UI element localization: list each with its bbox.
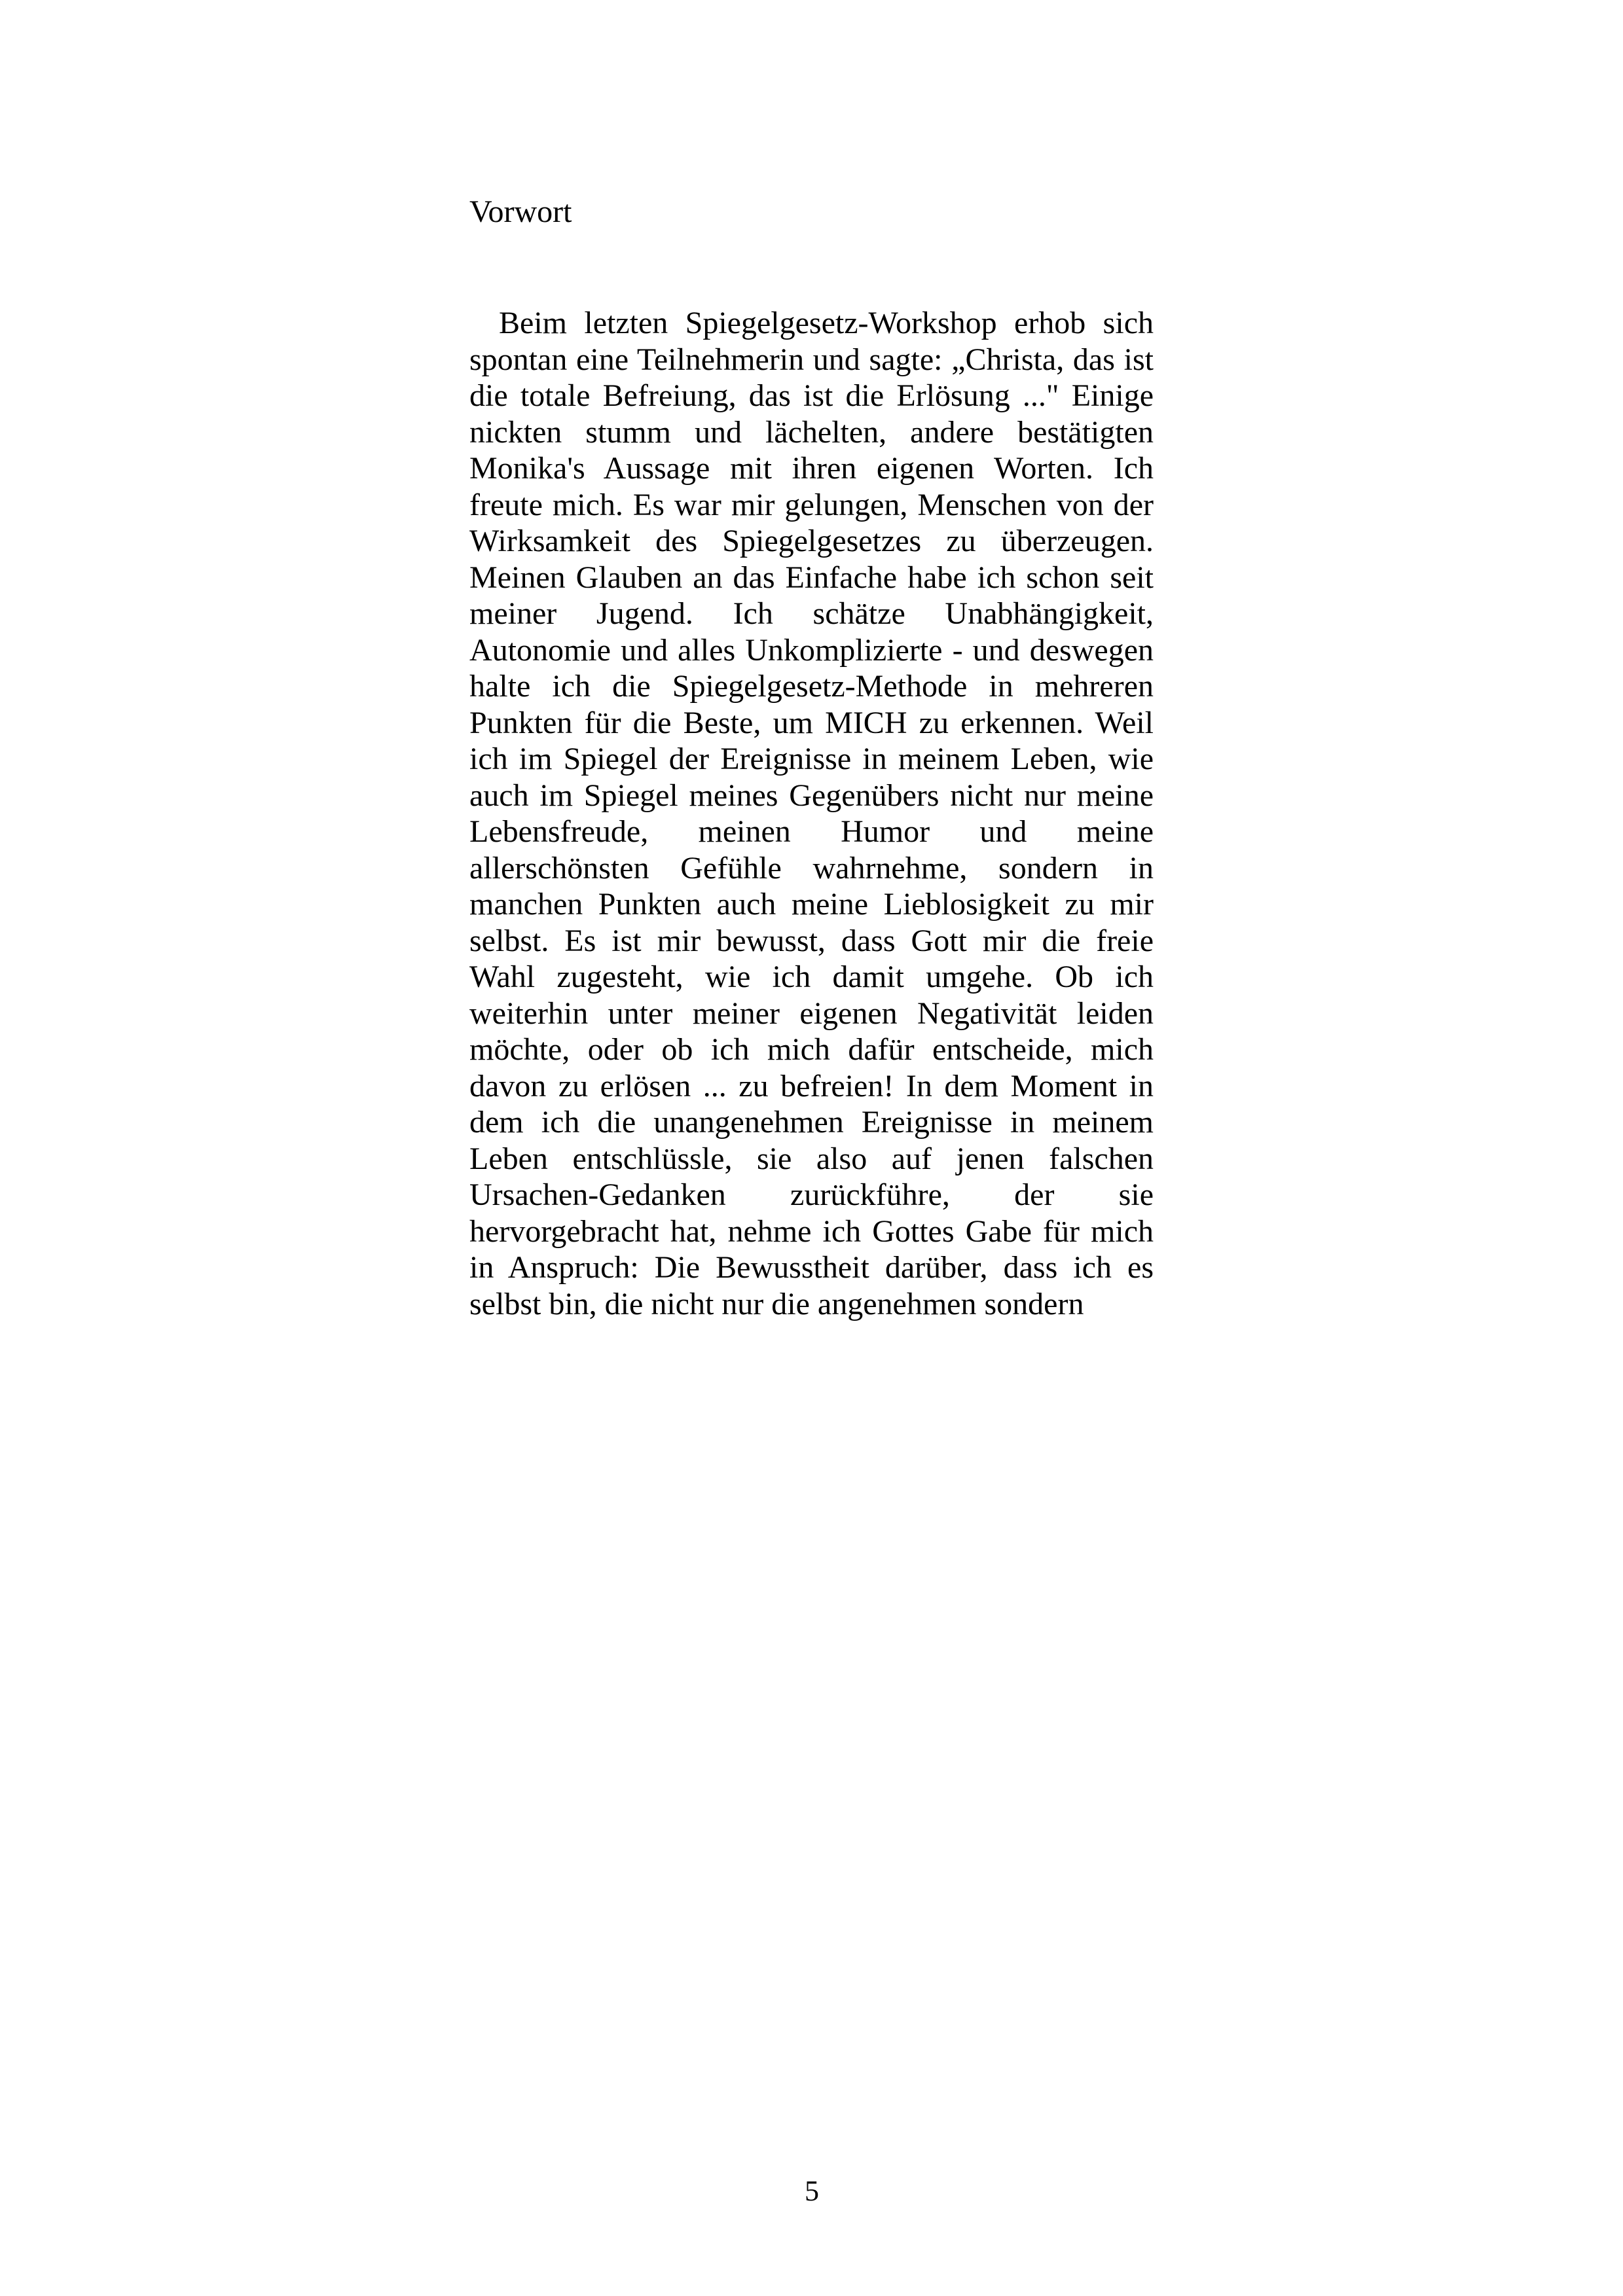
page-heading: Vorwort: [469, 194, 572, 229]
body-paragraph: Beim letzten Spiegelgesetz-Workshop erhob sich spontan eine Teilnehmerin und sagte: „Christa, das ist die totale Befreiung, das ist die Erlösung ..." Einige nickten stumm und lächelten, andere bestätigten Monika's Aussage mit ihren eigenen Worten. Ich freute mich. Es war mir gelungen, Menschen von der Wirksamkeit des Spiegelgesetzes zu überzeugen. Meinen Glauben an das Einfache habe ich schon seit meiner Jugend. Ich schätze Unabhängigkeit, Autonomie und alles Unkomplizierte - und deswegen halte ich die Spiegelgesetz-Methode in mehreren Punkten für die Beste, um MICH zu erkennen. Weil ich im Spiegel der Ereignisse in meinem Leben, wie auch im Spiegel meines Gegenübers nicht nur meine Lebensfreude, meinen Humor und meine allerschönsten Gefühle wahrnehme, sondern in manchen Punkten auch meine Lieblosigkeit zu mir selbst. Es ist mir bewusst, dass Gott mir die freie Wahl zugesteht, wie ich damit umgehe. Ob ich weiterhin unter meiner eigenen Negativität leiden möchte, oder ob ich mich dafür entscheide, mich davon zu erlösen ... zu befreien! In dem Moment in dem ich die unangenehmen Ereignisse in meinem Leben entschlüssle, sie also auf jenen falschen Ursachen-Gedanken zurückführe, der sie hervorgebracht hat, nehme ich Gottes Gabe für mich in Anspruch: Die Bewusstheit darüber, dass ich es selbst bin, die nicht nur die angenehmen sondern: [469, 306, 1154, 1321]
page-number: 5: [805, 2175, 819, 2207]
